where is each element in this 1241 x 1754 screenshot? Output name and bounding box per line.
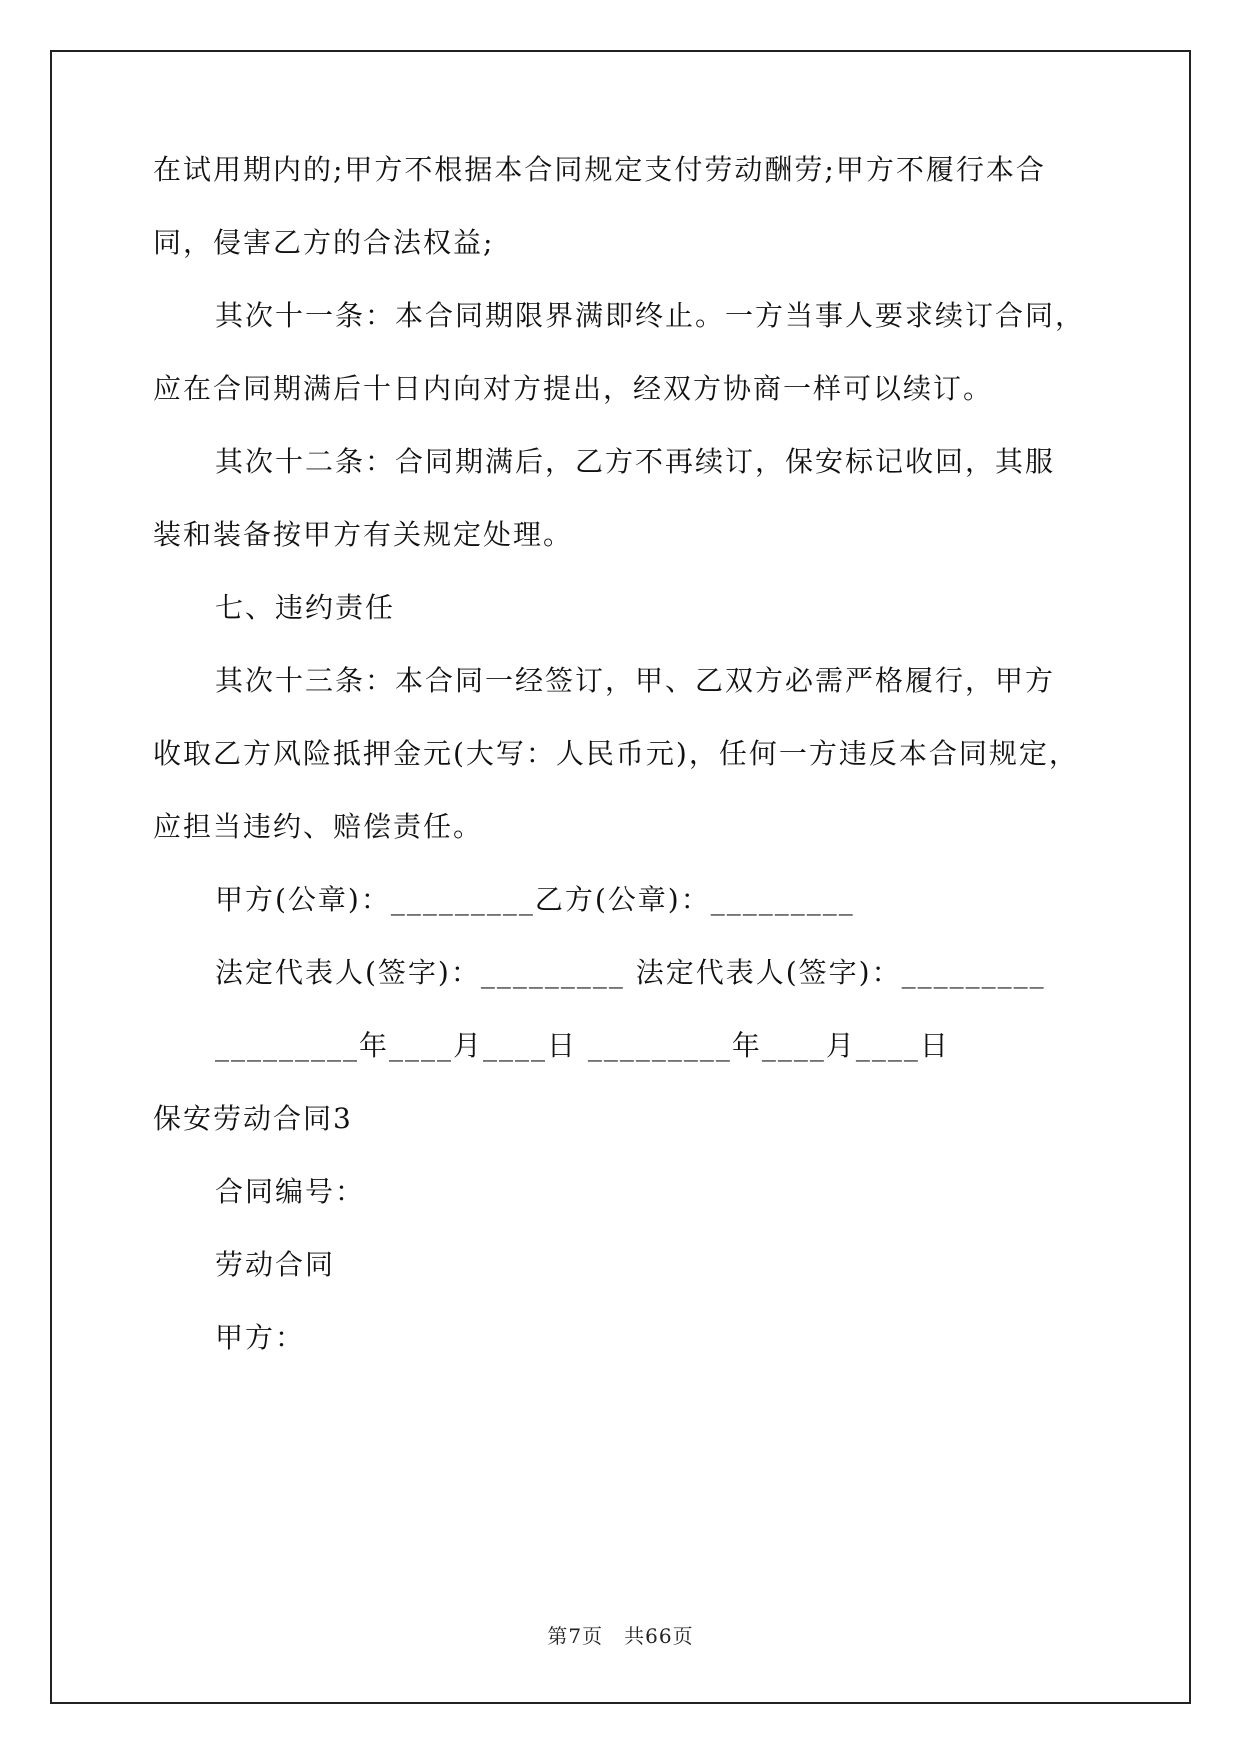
page-number: 第7页 共66页	[547, 1624, 694, 1648]
body-line: 装和装备按甲方有关规定处理。	[153, 518, 574, 551]
party-a-label: 甲方：	[215, 1321, 306, 1354]
signature-line: 法定代表人(签字)：_________ 法定代表人(签字)：_________	[215, 956, 1046, 989]
date-line: _________年____月____日 _________年____月____日	[215, 1029, 950, 1062]
body-line: 其次十一条：本合同期限界满即终止。一方当事人要求续订合同，	[215, 299, 1086, 332]
body-line: 其次十三条：本合同一经签订，甲、乙双方必需严格履行，甲方	[215, 664, 1056, 697]
body-line: 同，侵害乙方的合法权益;	[153, 226, 495, 259]
body-line: 在试用期内的;甲方不根据本合同规定支付劳动酬劳;甲方不履行本合	[153, 153, 1046, 186]
contract-number-label: 合同编号：	[215, 1175, 366, 1208]
document-title: 保安劳动合同3	[153, 1102, 353, 1135]
body-line: 其次十二条：合同期满后，乙方不再续订，保安标记收回，其服	[215, 445, 1056, 478]
body-line: 应担当违约、赔偿责任。	[153, 810, 484, 843]
signature-line: 甲方(公章)：_________乙方(公章)：_________	[215, 883, 855, 916]
section-heading: 七、违约责任	[215, 591, 396, 624]
body-line: 收取乙方风险抵押金元(大写：人民币元)，任何一方违反本合同规定，	[153, 737, 1079, 770]
body-line: 应在合同期满后十日内向对方提出，经双方协商一样可以续订。	[153, 372, 994, 405]
contract-heading: 劳动合同	[215, 1248, 336, 1281]
